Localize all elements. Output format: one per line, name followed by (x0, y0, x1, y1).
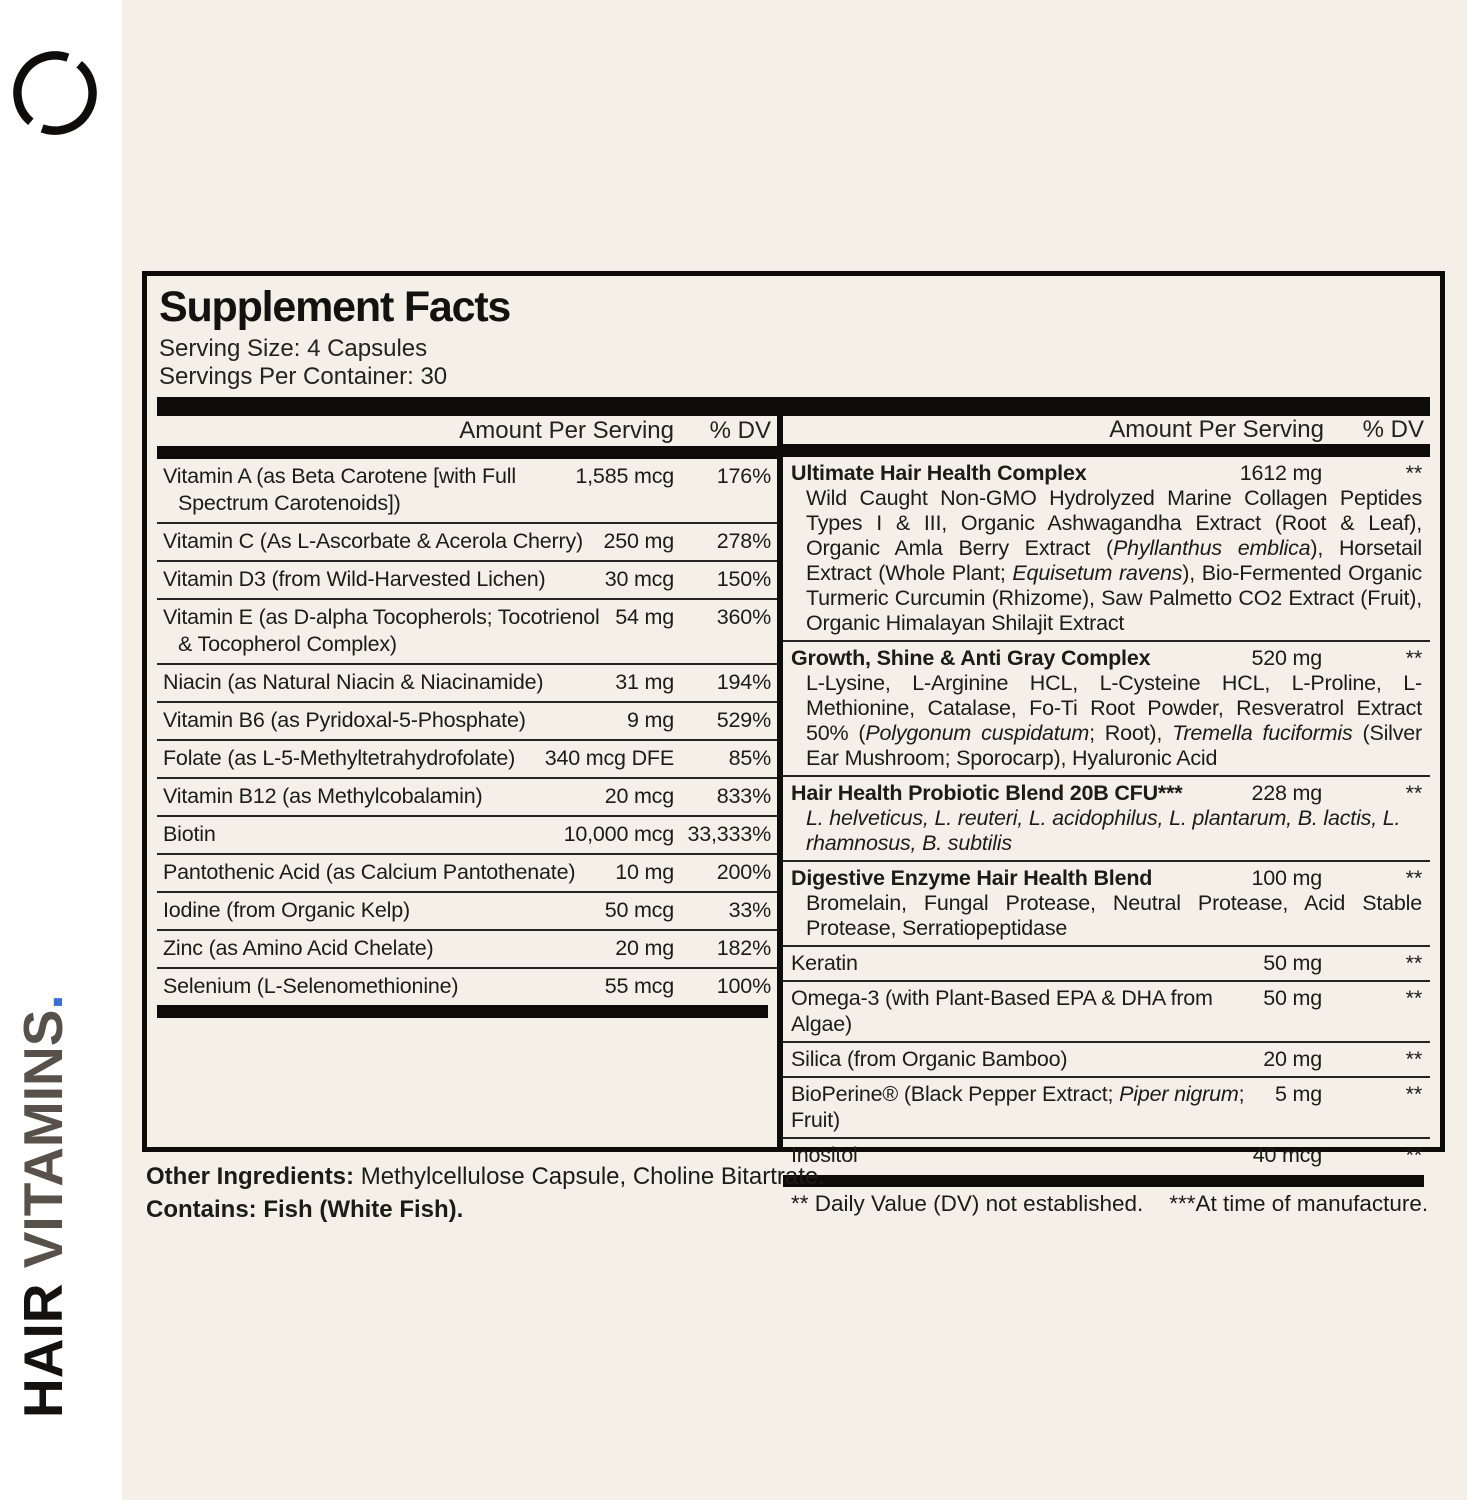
left-column-header (157, 416, 777, 446)
servings-per-container: Servings Per Container: 30 (159, 362, 448, 390)
other-ingredients-text: Methylcellulose Capsule, Choline Bitartrate. (354, 1163, 825, 1190)
nutrient-dv: 150% (716, 566, 771, 591)
table-row (157, 459, 777, 522)
divider-bar-header (783, 444, 1430, 457)
left-column-end-bar (157, 1005, 768, 1018)
table-row (157, 815, 777, 853)
table-row (157, 891, 777, 929)
header-percent-dv: % DV (1362, 415, 1424, 443)
brand-word-vitamins: VITAMINS (12, 1009, 74, 1284)
nutrient-name: Zinc (as Amino Acid Chelate) (163, 935, 434, 960)
blend-ingredients: Bromelain, Fungal Protease, Neutral Protease, Acid Stable Protease, Serratiopeptidase (806, 890, 1422, 940)
footnote-manufacture: ***At time of manufacture. (1169, 1190, 1429, 1216)
footnote-dv: ** Daily Value (DV) not established. (791, 1190, 1144, 1216)
table-row (783, 980, 1430, 1041)
facts-right-column (783, 415, 1430, 1216)
nutrient-name: Vitamin E (as D-alpha Tocopherols; Tocotrienol & Tocopherol Complex) (163, 604, 600, 656)
blend-ingredients: L-Lysine, L-Arginine HCL, L-Cysteine HCL, L-Proline, L-Methionine, Catalase, Fo-Ti Root Powder, Resveratrol Extract 50% (Polygonum cuspidatum; Root), Tremella fuciformis (Silver Ear Mushroom; Sporocarp), Hyaluronic Acid (806, 670, 1423, 770)
nutrient-dv: ** (1405, 1081, 1422, 1106)
nutrient-name: BioPerine® (Black Pepper Extract; Piper nigrum; Fruit) (791, 1081, 1245, 1132)
nutrient-name: Selenium (L-Selenomethionine) (163, 973, 459, 998)
nutrient-amount: 250 mg (603, 528, 674, 553)
nutrient-dv: 200% (716, 859, 771, 884)
nutrient-amount: 30 mcg (604, 566, 674, 591)
divider-bar-header (157, 446, 777, 459)
header-amount-per-serving: Amount Per Serving (459, 416, 674, 444)
brand-vertical-text (12, 994, 74, 1418)
blend-name: Ultimate Hair Health Complex (791, 460, 1087, 485)
table-row (157, 522, 777, 560)
table-row (157, 739, 777, 777)
nutrient-dv: ** (1405, 1142, 1422, 1167)
other-ingredients-label: Other Ingredients: (146, 1163, 355, 1190)
table-row (783, 775, 1430, 860)
nutrient-amount: 20 mcg (604, 783, 674, 808)
contains-line: Contains: Fish (White Fish). (146, 1196, 464, 1223)
blend-dv: ** (1405, 645, 1422, 670)
nutrient-name: Vitamin D3 (from Wild-Harvested Lichen) (163, 566, 546, 591)
table-row (157, 967, 777, 1005)
nutrient-amount: 20 mg (615, 935, 674, 960)
blend-name: Hair Health Probiotic Blend 20B CFU*** (791, 780, 1183, 805)
open-circle-logo-icon (8, 46, 102, 140)
divider-bar-top (157, 397, 1430, 416)
table-row (157, 598, 777, 663)
nutrient-dv: 85% (728, 745, 771, 770)
blend-dv: ** (1405, 780, 1422, 805)
table-row (783, 1076, 1430, 1137)
table-row (157, 560, 777, 598)
blend-dv: ** (1405, 865, 1422, 890)
nutrient-amount: 54 mg (615, 604, 674, 629)
brand-word-hair: HAIR (12, 1283, 74, 1418)
table-row (783, 457, 1430, 640)
nutrient-amount: 340 mcg DFE (544, 745, 674, 770)
table-row (157, 777, 777, 815)
nutrient-dv: 33% (728, 897, 771, 922)
nutrient-name: Niacin (as Natural Niacin & Niacinamide) (163, 669, 544, 694)
nutrient-name: Silica (from Organic Bamboo) (791, 1046, 1068, 1071)
nutrient-amount: 50 mg (1263, 950, 1322, 975)
nutrient-amount: 40 mcg (1252, 1142, 1322, 1167)
table-row (157, 701, 777, 739)
nutrient-amount: 20 mg (1263, 1046, 1322, 1071)
nutrient-dv: 278% (716, 528, 771, 553)
table-row (783, 1041, 1430, 1076)
blend-name: Growth, Shine & Anti Gray Complex (791, 645, 1151, 670)
nutrient-dv: 360% (716, 604, 771, 629)
blend-ingredients: L. helveticus, L. reuteri, L. acidophilus, L. plantarum, B. lactis, L. rhamnosus, B. subtilis (806, 805, 1401, 855)
blend-amount: 100 mg (1251, 865, 1322, 890)
serving-size: Serving Size: 4 Capsules (159, 334, 428, 362)
blend-ingredients: Wild Caught Non-GMO Hydrolyzed Marine Collagen Peptides Types I & III, Organic Ashwagandha Extract (Root & Leaf), Organic Amla Berry Extract (Phyllanthus emblica), Horsetail Extract (Whole Plant; Equisetum ravens), Bio-Fermented Organic Turmeric Curcumin (Rhizome), Saw Palmetto CO2 Extract (Fruit), Organic Himalayan Shilajit Extract (806, 485, 1422, 635)
table-row (157, 663, 777, 701)
nutrient-dv: 176% (716, 463, 771, 488)
nutrient-dv: 833% (716, 783, 771, 808)
nutrient-name: Omega-3 (with Plant-Based EPA & DHA from Algae) (791, 985, 1213, 1036)
table-row (157, 853, 777, 891)
header-percent-dv: % DV (709, 416, 771, 444)
nutrient-name: Keratin (791, 950, 858, 975)
other-ingredients-line (146, 1160, 1126, 1193)
table-row (783, 640, 1430, 775)
brand-dot: . (12, 994, 74, 1010)
nutrient-dv: 33,333% (687, 821, 771, 846)
header-amount-per-serving: Amount Per Serving (1109, 415, 1324, 443)
nutrient-name: Iodine (from Organic Kelp) (163, 897, 410, 922)
blend-amount: 520 mg (1251, 645, 1322, 670)
nutrient-amount: 9 mg (627, 707, 674, 732)
blend-amount: 1612 mg (1239, 460, 1322, 485)
table-row (783, 945, 1430, 980)
nutrient-dv: ** (1405, 985, 1422, 1010)
table-row (783, 860, 1430, 945)
facts-left-column (157, 416, 777, 1150)
nutrient-amount: 55 mcg (604, 973, 674, 998)
nutrient-name: Biotin (163, 821, 216, 846)
nutrient-amount: 10,000 mcg (563, 821, 674, 846)
nutrient-dv: ** (1405, 950, 1422, 975)
nutrient-dv: 100% (716, 973, 771, 998)
nutrient-amount: 50 mg (1263, 985, 1322, 1010)
nutrient-amount: 31 mg (615, 669, 674, 694)
nutrient-name: Vitamin A (as Beta Carotene [with Full Spectrum Carotenoids]) (163, 463, 516, 515)
blend-dv: ** (1405, 460, 1422, 485)
blend-amount: 228 mg (1251, 780, 1322, 805)
nutrient-dv: 182% (716, 935, 771, 960)
nutrient-name: Vitamin B6 (as Pyridoxal-5-Phosphate) (163, 707, 526, 732)
nutrient-dv: 194% (716, 669, 771, 694)
right-column-header (783, 416, 1430, 444)
other-ingredients-block (146, 1160, 1126, 1226)
nutrient-name: Folate (as L-5-Methyltetrahydrofolate) (163, 745, 516, 770)
panel-title: Supplement Facts (159, 283, 511, 331)
nutrient-name: Vitamin C (As L-Ascorbate & Acerola Cherry) (163, 528, 583, 553)
table-row (157, 929, 777, 967)
nutrient-amount: 5 mg (1275, 1081, 1322, 1106)
blend-name: Digestive Enzyme Hair Health Blend (791, 865, 1153, 890)
nutrient-dv: ** (1405, 1046, 1422, 1071)
nutrient-name: Pantothenic Acid (as Calcium Pantothenate) (163, 859, 576, 884)
nutrient-amount: 50 mcg (604, 897, 674, 922)
nutrient-dv: 529% (716, 707, 771, 732)
nutrient-amount: 10 mg (615, 859, 674, 884)
nutrient-name: Vitamin B12 (as Methylcobalamin) (163, 783, 483, 808)
nutrient-amount: 1,585 mcg (575, 463, 674, 488)
nutrient-name: Inositol (791, 1142, 858, 1167)
